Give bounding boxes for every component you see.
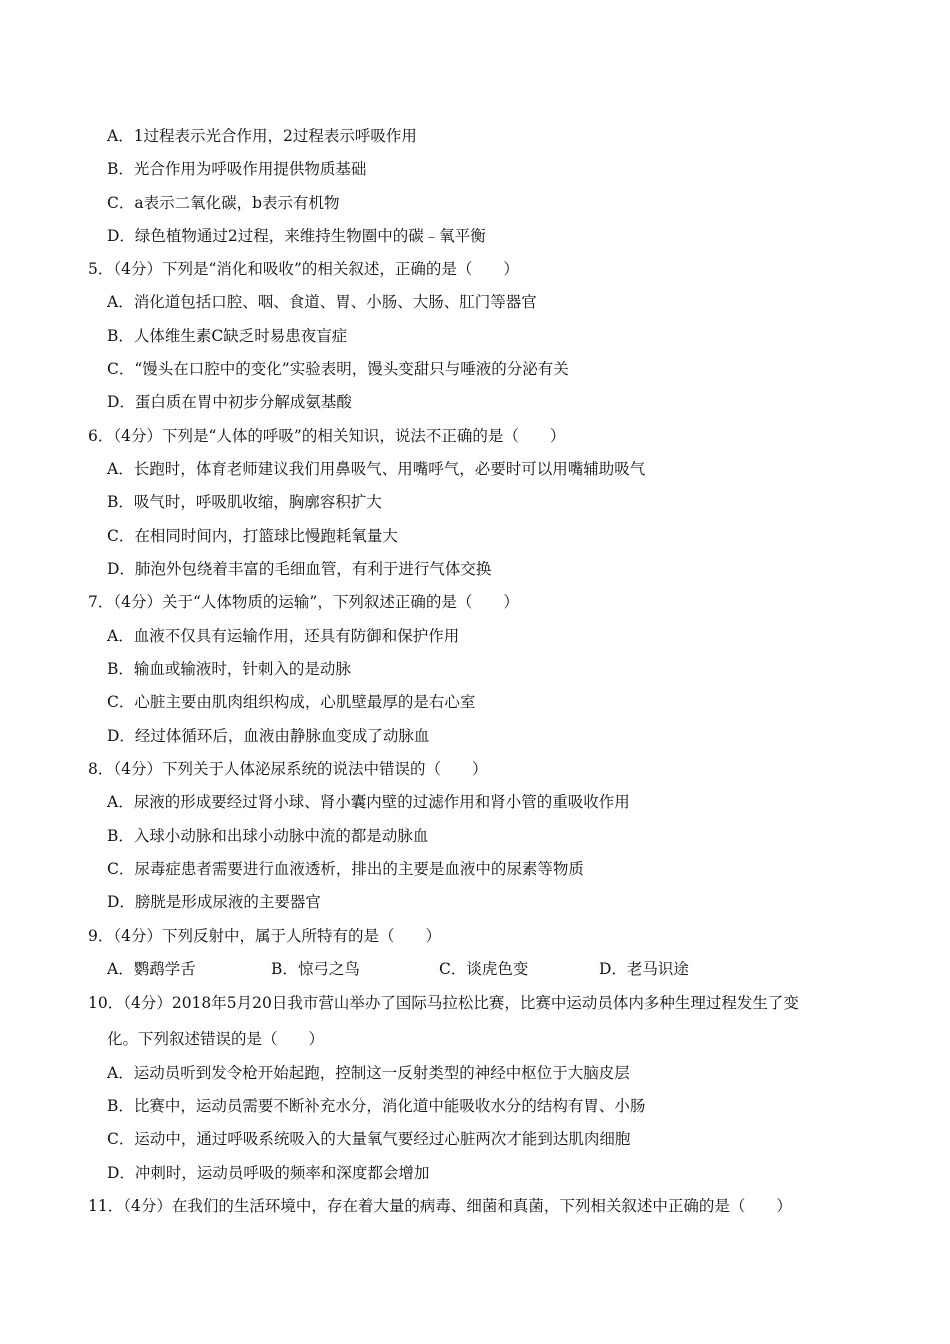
q9-stem: 9．（4分）下列反射中，属于人所特有的是（ ） <box>88 927 441 945</box>
q6-option-a: A．长跑时，体育老师建议我们用鼻吸气、用嘴呼气，必要时可以用嘴辅助吸气 <box>107 460 646 478</box>
q5-option-b: B．人体维生素C缺乏时易患夜盲症 <box>107 327 348 345</box>
q11-stem: 11．（4分）在我们的生活环境中，存在着大量的病毒、细菌和真菌，下列相关叙述中正确的是（ ） <box>88 1197 792 1215</box>
q10-stem-line-2: 化。下列叙述错误的是（ ） <box>107 1030 325 1048</box>
q8-stem: 8．（4分）下列关于人体泌尿系统的说法中错误的（ ） <box>88 760 488 778</box>
q9-option-d: D．老马识途 <box>599 960 689 978</box>
q8-option-c: C．尿毒症患者需要进行血液透析，排出的主要是血液中的尿素等物质 <box>107 860 584 878</box>
q4-option-c: C．a表示二氧化碳，b表示有机物 <box>107 194 340 212</box>
q7-option-d: D．经过体循环后，血液由静脉血变成了动脉血 <box>107 727 430 745</box>
q9-options-row <box>107 959 747 979</box>
q7-option-b: B．输血或输液时，针刺入的是动脉 <box>107 660 351 678</box>
q4-option-d: D．绿色植物通过2过程，来维持生物圈中的碳﹣氧平衡 <box>107 227 486 245</box>
q6-stem: 6．（4分）下列是“人体的呼吸”的相关知识，说法不正确的是（ ） <box>88 427 566 445</box>
q10-option-c: C．运动中，通过呼吸系统吸入的大量氧气要经过心脏两次才能到达肌肉细胞 <box>107 1130 631 1148</box>
q4-option-b: B．光合作用为呼吸作用提供物质基础 <box>107 160 367 178</box>
q10-stem-line-1: 10．（4分）2018年5月20日我市营山举办了国际马拉松比赛，比赛中运动员体内多种生理过程发生了变 <box>88 994 799 1012</box>
q5-option-c: C．“馒头在口腔中的变化”实验表明，馒头变甜只与唾液的分泌有关 <box>107 360 569 378</box>
q6-option-d: D．肺泡外包绕着丰富的毛细血管，有利于进行气体交换 <box>107 560 492 578</box>
q5-stem: 5．（4分）下列是“消化和吸收”的相关叙述，正确的是（ ） <box>88 260 519 278</box>
q6-option-c: C．在相同时间内，打篮球比慢跑耗氧量大 <box>107 527 398 545</box>
q6-option-b: B．吸气时，呼吸肌收缩，胸廓容积扩大 <box>107 493 382 511</box>
q7-option-a: A．血液不仅具有运输作用，还具有防御和保护作用 <box>107 627 460 645</box>
q9-option-b: B．惊弓之鸟 <box>271 960 360 978</box>
q8-option-a: A．尿液的形成要经过肾小球、肾小囊内壁的过滤作用和肾小管的重吸收作用 <box>107 793 630 811</box>
q10-option-d: D．冲刺时，运动员呼吸的频率和深度都会增加 <box>107 1164 430 1182</box>
q10-option-a: A．运动员听到发令枪开始起跑，控制这一反射类型的神经中枢位于大脑皮层 <box>107 1064 630 1082</box>
q7-stem: 7．（4分）关于“人体物质的运输”，下列叙述正确的是（ ） <box>88 593 519 611</box>
q5-option-d: D．蛋白质在胃中初步分解成氨基酸 <box>107 393 352 411</box>
q9-option-a: A．鹦鹉学舌 <box>107 960 196 978</box>
q4-option-a: A．1过程表示光合作用，2过程表示呼吸作用 <box>107 127 417 145</box>
q7-option-c: C．心脏主要由肌肉组织构成，心肌壁最厚的是右心室 <box>107 693 476 711</box>
q8-option-d: D．膀胱是形成尿液的主要器官 <box>107 893 321 911</box>
q5-option-a: A．消化道包括口腔、咽、食道、胃、小肠、大肠、肛门等器官 <box>107 293 537 311</box>
q10-option-b: B．比赛中，运动员需要不断补充水分，消化道中能吸收水分的结构有胃、小肠 <box>107 1097 646 1115</box>
q9-option-c: C．谈虎色变 <box>439 960 529 978</box>
q8-option-b: B．入球小动脉和出球小动脉中流的都是动脉血 <box>107 827 429 845</box>
